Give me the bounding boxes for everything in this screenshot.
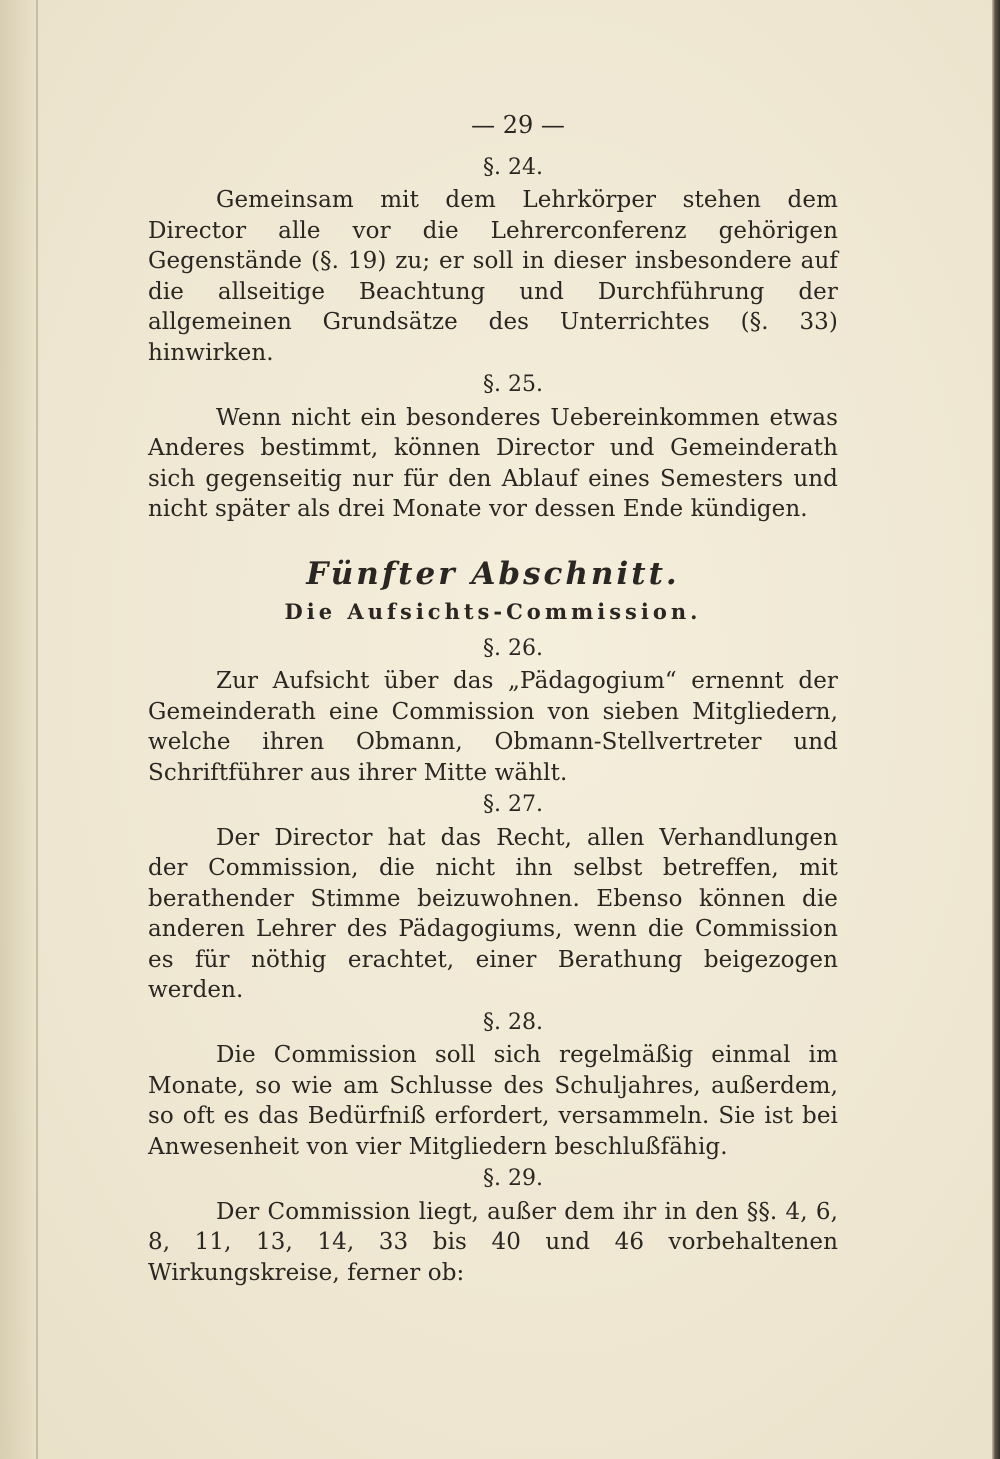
paragraph-heading-25: §. 25. [483, 372, 543, 397]
paragraph-text-24: Gemeinsam mit dem Lehrkörper stehen dem Director alle vor die Lehrerconferenz gehörigen Gegenstände (§. 19) zu; er soll in dieser insbesondere auf die allseitige Beachtung und Durchführung der allgemeinen Grundsätze des Unterrichtes (§. 33) hinwirken. [148, 187, 838, 366]
paragraph-heading-27: §. 27. [483, 792, 543, 817]
binding-shadow [0, 0, 40, 1459]
paragraph-heading-29: §. 29. [483, 1166, 543, 1191]
page-edge [992, 0, 1000, 1459]
binding-gutter-line [36, 0, 38, 1459]
paragraph-text-28: Die Commission soll sich regelmäßig einmal im Monate, so wie am Schlusse des Schuljahres, außerdem, so oft es das Bedürfniß erfordert, versammeln. Sie ist bei Anwesenheit von vier Mitgliedern beschlußfähig. [148, 1042, 838, 1160]
page-number: — 29 — [471, 111, 565, 139]
paragraph-text-27: Der Director hat das Recht, allen Verhandlungen der Commission, die nicht ihn selbst betreffen, mit berathender Stimme beizuwohnen. Ebenso können die anderen Lehrer des Pädagogiums, wenn die Commission es für nöthig erachtet, einer Berathung beigezogen werden. [148, 824, 838, 1003]
paragraph-heading-28: §. 28. [483, 1009, 543, 1035]
chapter-title: Fünfter Abschnitt. [306, 555, 680, 592]
paragraph-heading-24: §. 24. [483, 154, 543, 180]
text-column [148, 110, 838, 1288]
chapter-subtitle: Die Aufsichts-Commission. [284, 599, 702, 624]
paragraph-heading-26: §. 26. [483, 635, 543, 661]
paragraph-text-26: Zur Aufsicht über das „Pädagogium“ ernennt der Gemeinderath eine Commission von sieben Mitgliedern, welche ihren Obmann, Obmann-Stellvertreter und Schriftführer aus ihrer Mitte wählt. [148, 668, 838, 786]
paragraph-text-29: Der Commission liegt, außer dem ihr in den §§. 4, 6, 8, 11, 13, 14, 33 bis 40 und 46 vorbehaltenen Wirkungskreise, ferner ob: [148, 1198, 838, 1286]
paragraph-text-25: Wenn nicht ein besonderes Uebereinkommen etwas Anderes bestimmt, können Director und Gemeinderath sich gegenseitig nur für den Ablauf eines Semesters und nicht später als drei Monate vor dessen Ende kündigen. [148, 404, 838, 522]
